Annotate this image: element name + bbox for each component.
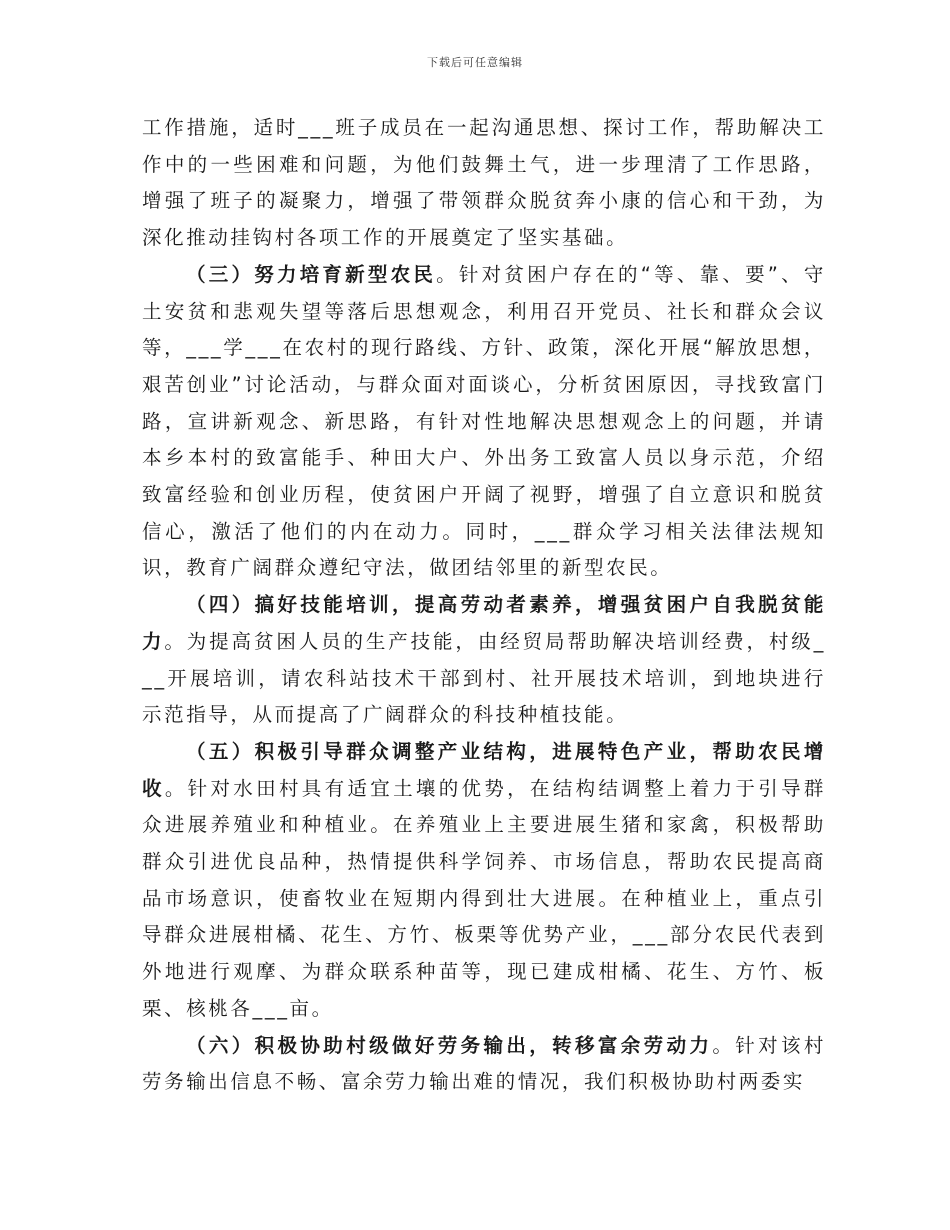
paragraph-body: 。针对贫困户存在的“等、靠、要”、守土安贫和悲观失望等落后思想观念，利用召开党员、社长和群众会议等，___学___在农村的现行路线、方针、政策，深化开展“解放思想，艰苦创业”讨论活动，与群众面对面谈心，分析贫困原因，寻找致富门路，宣讲新观念、新思路，有针对性地解决思想观念上的问题，并请本乡本村的致富能手、种田大户、外出务工致富人员以身示范，介绍致富经验和创业历程，使贫困户开阔了视野，增强了自立意识和脱贫信心，激活了他们的内在动力。同时，___群众学习相关法律法规知识，教育广阔群众遵纪守法，做团结邻里的新型农民。 xyxy=(142,262,826,580)
paragraph-section-5 xyxy=(142,734,826,1028)
paragraph-body: 。针对水田村具有适宜土壤的优势，在结构结调整上着力于引导群众进展养殖业和种植业。在养殖业上主要进展生猪和家禽，积极帮助群众引进优良品种，热情提供科学饲养、市场信息，帮助农民提高商品市场意识，使畜牧业在短期内得到壮大进展。在种植业上，重点引导群众进展柑橘、花生、方竹、板栗等优势产业，___部分农民代表到外地进行观摩、为群众联系种苗等，现已建成柑橘、花生、方竹、板栗、核桃各___亩。 xyxy=(142,776,826,1020)
document-body xyxy=(142,110,826,1101)
paragraph-section-3 xyxy=(142,257,826,587)
paragraph-section-4 xyxy=(142,587,826,734)
paragraph-continuation xyxy=(142,110,826,257)
page-header: 下载后可任意编辑 xyxy=(427,56,523,69)
section-heading: （四）搞好技能培训，提高劳动者素养，增强贫困户自我脱贫能力 xyxy=(142,593,826,653)
paragraph-body: 。为提高贫困人员的生产技能，由经贸局帮助解决培训经费，村级___开展培训，请农科站技术干部到村、社开展技术培训，到地块进行示范指导，从而提高了广阔群众的科技种植技能。 xyxy=(142,629,826,727)
paragraph-section-6 xyxy=(142,1028,826,1101)
section-heading: （三）努力培育新型农民 xyxy=(186,262,437,286)
section-heading: （六）积极协助村级做好劳务输出，转移富余劳动力 xyxy=(186,1033,713,1057)
section-heading: （五）积极引导群众调整产业结构，进展特色产业，帮助农民增收 xyxy=(142,739,826,800)
paragraph-body: 。针对该村劳务输出信息不畅、富余劳力输出难的情况，我们积极协助村两委实 xyxy=(142,1033,826,1094)
paragraph-body: 工作措施，适时___班子成员在一起沟通思想、探讨工作，帮助解决工作中的一些困难和问题，为他们鼓舞土气，进一步理清了工作思路，增强了班子的凝聚力，增强了带领群众脱贫奔小康的信心和干劲，为深化推动挂钩村各项工作的开展奠定了坚实基础。 xyxy=(142,116,826,250)
